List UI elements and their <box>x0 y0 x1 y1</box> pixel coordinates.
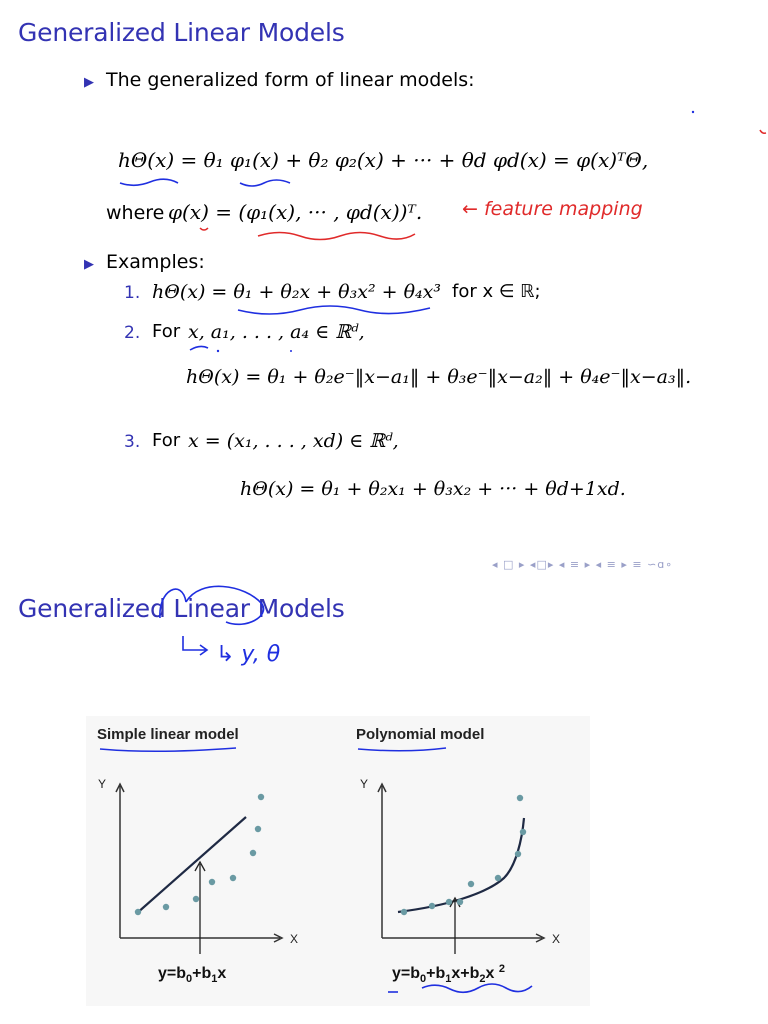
simple-linear-title: Simple linear model <box>97 726 239 743</box>
left-equation: $y=b_0+b_1x$ <box>158 965 227 985</box>
ink-dot <box>290 350 292 352</box>
example-1-formula: hΘ(x) = θ₁ + θ₂x + θ₃x² + θ₄x³ <box>152 281 441 303</box>
example-1-suffix: for x ∈ ℝ; <box>452 281 541 302</box>
main-formula: hΘ(x) = θ₁ φ₁(x) + θ₂ φ₂(x) + ··· + θd φd(x) = φ(x)ᵀΘ, <box>118 148 649 172</box>
underline-tuple <box>258 233 415 240</box>
example-3-formula: x = (x₁, . . . , xd) ∈ ℝᵈ, <box>188 430 399 452</box>
example-2-display: hΘ(x) = θ₁ + θ₂e⁻‖x−a₁‖ + θ₃e⁻‖x−a₂‖ + θ₄e⁻‖x−a₃‖. <box>186 366 692 388</box>
example-1-number: 1. <box>124 283 141 303</box>
model-figure-svg <box>86 716 590 1006</box>
beamer-nav-symbols[interactable]: ◂ □ ▸ ◂□▸ ◂ ≡ ▸ ◂ ≡ ▸ ≡ ∽ɑ∘ <box>492 558 674 571</box>
underline-x-a1 <box>190 346 208 350</box>
underline-poly <box>358 748 446 751</box>
feature-mapping-annotation: ← feature mapping <box>462 198 643 220</box>
model-figure-panel <box>86 716 590 1006</box>
bullet-examples: Examples: <box>106 251 205 273</box>
where-formula: φ(x) = (φ₁(x), ··· , φd(x))ᵀ. <box>168 200 423 224</box>
ink-dot <box>692 111 694 113</box>
example-3-number: 3. <box>124 432 141 452</box>
bullet-marker-icon: ▶ <box>84 75 94 90</box>
edge-mark <box>760 130 766 133</box>
right-x-label: X <box>552 932 561 946</box>
ink-dot <box>217 350 219 352</box>
right-equation: $y=b_0+b_1x+b_2x$ $^2$ <box>392 963 505 985</box>
underline-h-theta <box>120 179 178 185</box>
right-y-label: Y <box>360 777 369 791</box>
circle-linear-annotation <box>160 586 264 624</box>
example-2-number: 2. <box>124 323 141 343</box>
slide2-title: Generalized Linear Models <box>18 594 345 623</box>
left-x-label: X <box>290 932 299 946</box>
example-2-formula: x, a₁, . . . , a₄ ∈ ℝᵈ, <box>188 321 365 343</box>
example-2-prefix: For <box>152 321 181 342</box>
polynomial-title: Polynomial model <box>356 726 485 743</box>
where-word: where <box>106 202 165 224</box>
arrow-annotation <box>183 636 207 655</box>
slide2-ink-layer <box>0 570 768 680</box>
underline-example1 <box>238 306 430 314</box>
left-y-label: Y <box>98 777 107 791</box>
right-points <box>401 795 526 915</box>
polynomial-fit-curve <box>398 818 524 912</box>
underline-simple <box>100 748 236 751</box>
example-3-display: hΘ(x) = θ₁ + θ₂x₁ + θ₃x₂ + ··· + θd+1xd. <box>240 478 626 500</box>
linear-fit-line <box>136 817 246 914</box>
right-axes <box>360 777 560 946</box>
y-theta-annotation: ↳ y, θ <box>216 642 281 667</box>
tick-mark <box>200 228 208 230</box>
left-axes <box>98 777 298 946</box>
slide1-title: Generalized Linear Models <box>18 18 345 47</box>
bullet-marker-icon: ▶ <box>84 257 94 272</box>
bullet-generalized-form: The generalized form of linear models: <box>106 69 475 91</box>
example-3-prefix: For <box>152 430 181 451</box>
underline-poly-equation <box>422 984 532 992</box>
underline-phi1 <box>240 180 290 186</box>
